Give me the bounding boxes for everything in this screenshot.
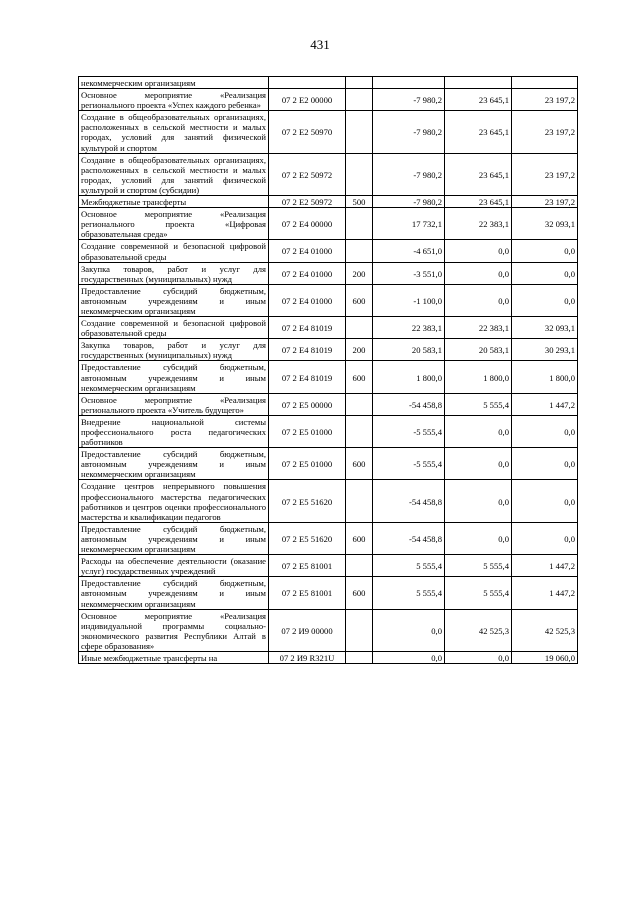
row-amount-1-cell: -5 555,4 bbox=[373, 415, 445, 447]
row-code-cell: 07 2 E4 01000 bbox=[269, 284, 346, 316]
row-code-cell: 07 2 E5 01000 bbox=[269, 415, 346, 447]
page-number: 431 bbox=[310, 37, 330, 52]
row-amount-3-cell: 0,0 bbox=[512, 448, 578, 480]
row-amount-1-cell: 22 383,1 bbox=[373, 317, 445, 339]
row-amount-3-cell: 0,0 bbox=[512, 262, 578, 284]
row-expense-type-cell: 200 bbox=[346, 262, 373, 284]
row-amount-2-cell: 0,0 bbox=[445, 262, 512, 284]
table-row bbox=[79, 522, 578, 554]
row-amount-2-cell: 5 555,4 bbox=[445, 555, 512, 577]
row-amount-3-cell: 0,0 bbox=[512, 415, 578, 447]
row-amount-3-cell: 23 197,2 bbox=[512, 89, 578, 111]
row-name-cell: Основное мероприятие «Реализация регионального проекта «Учитель будущего» bbox=[79, 393, 269, 415]
row-amount-2-cell: 0,0 bbox=[445, 284, 512, 316]
row-amount-1-cell: 5 555,4 bbox=[373, 577, 445, 609]
row-amount-1-cell: -54 458,8 bbox=[373, 480, 445, 522]
row-expense-type-cell: 500 bbox=[346, 196, 373, 208]
row-name-cell: Создание в общеобразовательных организациях, расположенных в сельской местности и малых городах, условий для занятий физической культурой и спортом bbox=[79, 111, 269, 153]
row-expense-type-cell: 200 bbox=[346, 339, 373, 361]
table-row bbox=[79, 89, 578, 111]
row-amount-3-cell: 19 060,0 bbox=[512, 651, 578, 663]
row-amount-1-cell: -3 551,0 bbox=[373, 262, 445, 284]
row-name-cell: Закупка товаров, работ и услуг для государственных (муниципальных) нужд bbox=[79, 339, 269, 361]
row-amount-3-cell: 32 093,1 bbox=[512, 208, 578, 240]
row-amount-1-cell: -54 458,8 bbox=[373, 393, 445, 415]
row-amount-1-cell: 17 732,1 bbox=[373, 208, 445, 240]
table-row bbox=[79, 240, 578, 262]
row-amount-2-cell: 20 583,1 bbox=[445, 339, 512, 361]
table-row bbox=[79, 415, 578, 447]
row-amount-3-cell: 0,0 bbox=[512, 522, 578, 554]
row-amount-2-cell: 5 555,4 bbox=[445, 393, 512, 415]
row-amount-2-cell: 0,0 bbox=[445, 480, 512, 522]
row-name-cell: Основное мероприятие «Реализация индивидуальной программы социально-экономического развития Республики Алтай в сфере образования» bbox=[79, 609, 269, 651]
row-expense-type-cell bbox=[346, 77, 373, 89]
row-expense-type-cell: 600 bbox=[346, 448, 373, 480]
table-row bbox=[79, 339, 578, 361]
row-name-cell: Предоставление субсидий бюджетным, автономным учреждениям и иным некоммерческим организациям bbox=[79, 522, 269, 554]
budget-table-body bbox=[79, 77, 578, 664]
row-amount-1-cell: -7 980,2 bbox=[373, 196, 445, 208]
row-name-cell: Создание современной и безопасной цифровой образовательной среды bbox=[79, 240, 269, 262]
row-amount-2-cell: 23 645,1 bbox=[445, 196, 512, 208]
row-code-cell: 07 2 E4 81019 bbox=[269, 317, 346, 339]
row-name-cell: Создание в общеобразовательных организациях, расположенных в сельской местности и малых городах, условий для занятий физической культурой и спортом (субсидии) bbox=[79, 153, 269, 195]
row-expense-type-cell bbox=[346, 609, 373, 651]
row-name-cell: Предоставление субсидий бюджетным, автономным учреждениям и иным некоммерческим организациям bbox=[79, 577, 269, 609]
row-amount-1-cell: 0,0 bbox=[373, 609, 445, 651]
row-amount-1-cell: -1 100,0 bbox=[373, 284, 445, 316]
row-amount-1-cell: -7 980,2 bbox=[373, 89, 445, 111]
row-code-cell: 07 2 E5 51620 bbox=[269, 480, 346, 522]
row-code-cell bbox=[269, 77, 346, 89]
row-name-cell: Создание центров непрерывного повышения профессионального мастерства педагогических работников и центров оценки профессионального мастерства и квалификации педагогов bbox=[79, 480, 269, 522]
row-expense-type-cell: 600 bbox=[346, 284, 373, 316]
row-name-cell: некоммерческим организациям bbox=[79, 77, 269, 89]
table-row bbox=[79, 262, 578, 284]
row-expense-type-cell bbox=[346, 651, 373, 663]
row-amount-3-cell: 23 197,2 bbox=[512, 111, 578, 153]
row-code-cell: 07 2 E5 81001 bbox=[269, 555, 346, 577]
table-row bbox=[79, 609, 578, 651]
row-amount-3-cell: 32 093,1 bbox=[512, 317, 578, 339]
row-code-cell: 07 2 E5 01000 bbox=[269, 448, 346, 480]
row-amount-3-cell: 42 525,3 bbox=[512, 609, 578, 651]
table-row bbox=[79, 555, 578, 577]
row-code-cell: 07 2 И9 00000 bbox=[269, 609, 346, 651]
row-amount-1-cell: -5 555,4 bbox=[373, 448, 445, 480]
row-amount-2-cell: 23 645,1 bbox=[445, 153, 512, 195]
row-expense-type-cell bbox=[346, 208, 373, 240]
row-amount-2-cell: 42 525,3 bbox=[445, 609, 512, 651]
row-name-cell: Создание современной и безопасной цифровой образовательной среды bbox=[79, 317, 269, 339]
row-expense-type-cell bbox=[346, 480, 373, 522]
row-amount-3-cell: 1 447,2 bbox=[512, 393, 578, 415]
table-row bbox=[79, 196, 578, 208]
row-code-cell: 07 2 E4 81019 bbox=[269, 361, 346, 393]
row-amount-3-cell: 30 293,1 bbox=[512, 339, 578, 361]
row-amount-1-cell: 5 555,4 bbox=[373, 555, 445, 577]
table-row bbox=[79, 480, 578, 522]
row-name-cell: Предоставление субсидий бюджетным, автономным учреждениям и иным некоммерческим организациям bbox=[79, 361, 269, 393]
table-row bbox=[79, 651, 578, 663]
row-amount-3-cell: 1 447,2 bbox=[512, 555, 578, 577]
row-amount-2-cell: 0,0 bbox=[445, 448, 512, 480]
row-amount-3-cell: 0,0 bbox=[512, 240, 578, 262]
row-code-cell: 07 2 E4 01000 bbox=[269, 240, 346, 262]
row-amount-1-cell: 1 800,0 bbox=[373, 361, 445, 393]
row-amount-3-cell: 23 197,2 bbox=[512, 196, 578, 208]
row-expense-type-cell bbox=[346, 240, 373, 262]
table-row bbox=[79, 284, 578, 316]
table-row bbox=[79, 208, 578, 240]
row-amount-3-cell: 0,0 bbox=[512, 480, 578, 522]
table-row bbox=[79, 153, 578, 195]
row-code-cell: 07 2 E5 00000 bbox=[269, 393, 346, 415]
row-expense-type-cell bbox=[346, 415, 373, 447]
row-code-cell: 07 2 E4 00000 bbox=[269, 208, 346, 240]
row-amount-2-cell: 22 383,1 bbox=[445, 317, 512, 339]
row-code-cell: 07 2 E2 50972 bbox=[269, 196, 346, 208]
row-amount-1-cell: -7 980,2 bbox=[373, 111, 445, 153]
row-amount-3-cell bbox=[512, 77, 578, 89]
row-expense-type-cell bbox=[346, 153, 373, 195]
row-name-cell: Основное мероприятие «Реализация регионального проекта «Цифровая образовательная среда» bbox=[79, 208, 269, 240]
row-amount-1-cell: -4 651,0 bbox=[373, 240, 445, 262]
budget-table bbox=[78, 76, 578, 664]
row-expense-type-cell bbox=[346, 393, 373, 415]
row-amount-1-cell bbox=[373, 77, 445, 89]
row-code-cell: 07 2 E2 00000 bbox=[269, 89, 346, 111]
row-amount-2-cell: 0,0 bbox=[445, 415, 512, 447]
row-name-cell: Предоставление субсидий бюджетным, автономным учреждениям и иным некоммерческим организациям bbox=[79, 448, 269, 480]
row-expense-type-cell: 600 bbox=[346, 522, 373, 554]
table-row bbox=[79, 448, 578, 480]
row-expense-type-cell: 600 bbox=[346, 361, 373, 393]
row-amount-3-cell: 23 197,2 bbox=[512, 153, 578, 195]
row-expense-type-cell: 600 bbox=[346, 577, 373, 609]
row-expense-type-cell bbox=[346, 317, 373, 339]
row-amount-2-cell: 0,0 bbox=[445, 522, 512, 554]
row-expense-type-cell bbox=[346, 555, 373, 577]
table-row bbox=[79, 317, 578, 339]
row-amount-2-cell: 0,0 bbox=[445, 240, 512, 262]
row-name-cell: Закупка товаров, работ и услуг для государственных (муниципальных) нужд bbox=[79, 262, 269, 284]
row-amount-2-cell: 22 383,1 bbox=[445, 208, 512, 240]
row-code-cell: 07 2 E2 50970 bbox=[269, 111, 346, 153]
row-amount-1-cell: 0,0 bbox=[373, 651, 445, 663]
table-row bbox=[79, 77, 578, 89]
row-amount-2-cell: 5 555,4 bbox=[445, 577, 512, 609]
row-code-cell: 07 2 E5 51620 bbox=[269, 522, 346, 554]
row-code-cell: 07 2 И9 R321U bbox=[269, 651, 346, 663]
row-amount-3-cell: 1 447,2 bbox=[512, 577, 578, 609]
row-amount-1-cell: 20 583,1 bbox=[373, 339, 445, 361]
row-amount-3-cell: 0,0 bbox=[512, 284, 578, 316]
row-name-cell: Расходы на обеспечение деятельности (оказание услуг) государственных учреждений bbox=[79, 555, 269, 577]
row-name-cell: Основное мероприятие «Реализация регионального проекта «Успех каждого ребенка» bbox=[79, 89, 269, 111]
table-row bbox=[79, 393, 578, 415]
table-row bbox=[79, 577, 578, 609]
row-name-cell: Иные межбюджетные трансферты на bbox=[79, 651, 269, 663]
row-expense-type-cell bbox=[346, 89, 373, 111]
table-row bbox=[79, 111, 578, 153]
row-amount-1-cell: -7 980,2 bbox=[373, 153, 445, 195]
row-amount-2-cell bbox=[445, 77, 512, 89]
table-row bbox=[79, 361, 578, 393]
row-code-cell: 07 2 E4 01000 bbox=[269, 262, 346, 284]
row-expense-type-cell bbox=[346, 111, 373, 153]
row-amount-2-cell: 23 645,1 bbox=[445, 111, 512, 153]
row-code-cell: 07 2 E5 81001 bbox=[269, 577, 346, 609]
row-amount-1-cell: -54 458,8 bbox=[373, 522, 445, 554]
row-code-cell: 07 2 E2 50972 bbox=[269, 153, 346, 195]
row-name-cell: Внедрение национальной системы профессионального роста педагогических работников bbox=[79, 415, 269, 447]
row-amount-2-cell: 0,0 bbox=[445, 651, 512, 663]
row-amount-2-cell: 1 800,0 bbox=[445, 361, 512, 393]
row-name-cell: Межбюджетные трансферты bbox=[79, 196, 269, 208]
row-name-cell: Предоставление субсидий бюджетным, автономным учреждениям и иным некоммерческим организациям bbox=[79, 284, 269, 316]
row-code-cell: 07 2 E4 81019 bbox=[269, 339, 346, 361]
row-amount-3-cell: 1 800,0 bbox=[512, 361, 578, 393]
row-amount-2-cell: 23 645,1 bbox=[445, 89, 512, 111]
